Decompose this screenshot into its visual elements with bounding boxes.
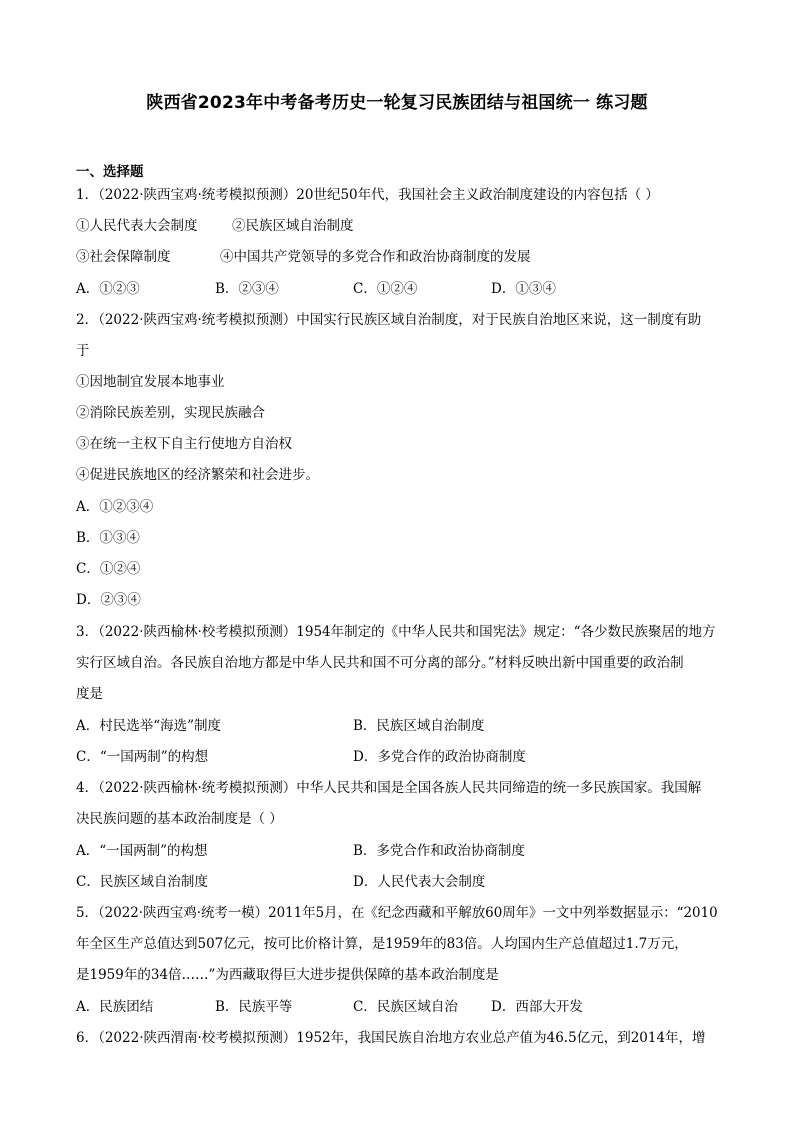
- question-1-item-2: ②民族区域自治制度: [232, 218, 354, 234]
- question-1-stem: 1．（2022·陕西宝鸡·统考模拟预测）20世纪50年代，我国社会主义政治制度建设的内容包括（ ）: [76, 187, 659, 203]
- question-1-option-c: C．①②④: [353, 281, 418, 297]
- question-2-option-b: B．①③④: [76, 530, 140, 546]
- question-2-option-a: A．①②③④: [76, 499, 154, 515]
- question-6-stem-line-1: 6．（2022·陕西渭南·校考模拟预测）1952年，我国民族自治地方农业总产值为46.5亿元，到2014年，增: [76, 1030, 706, 1046]
- question-1-option-a: A．①②③: [76, 281, 140, 297]
- question-3-stem-line-1: 3．（2022·陕西榆林·校考模拟预测）1954年制定的《中华人民共和国宪法》规定：“各少数民族聚居的地方: [76, 624, 716, 640]
- question-1-item-4: ④中国共产党领导的多党合作和政治协商制度的发展: [220, 249, 531, 265]
- question-1-item-3: ③社会保障制度: [76, 249, 171, 265]
- question-2-stem-line-2: 于: [76, 343, 90, 359]
- question-2-option-c: C．①②④: [76, 561, 141, 577]
- question-5-option-d: D．西部大开发: [491, 999, 583, 1015]
- question-3-option-a: A．村民选举“海选”制度: [76, 718, 222, 734]
- question-2-item-3: ③在统一主权下自主行使地方自治权: [76, 436, 292, 452]
- question-1-option-b: B．②③④: [215, 281, 279, 297]
- question-2-item-4: ④促进民族地区的经济繁荣和社会进步。: [76, 467, 319, 483]
- question-4-option-b: B．多党合作和政治协商制度: [353, 843, 525, 859]
- question-4-stem-line-1: 4．（2022·陕西榆林·统考模拟预测）中华人民共和国是全国各族人民共同缔造的统一多民族国家。我国解: [76, 780, 702, 796]
- question-3-stem-line-2: 实行区域自治。各民族自治地方都是中华人民共和国不可分离的部分。”材料反映出新中国重要的政治制: [76, 655, 684, 671]
- question-1-option-d: D．①③④: [491, 281, 556, 297]
- question-2-item-1: ①因地制宜发展本地事业: [76, 374, 225, 390]
- question-1-item-1: ①人民代表大会制度: [76, 218, 198, 234]
- question-4-option-c: C．民族区域自治制度: [76, 874, 208, 890]
- document-title: 陕西省2023年中考备考历史一轮复习民族团结与祖国统一 练习题: [146, 93, 648, 113]
- question-5-option-c: C．民族区域自治: [353, 999, 458, 1015]
- question-5-stem-line-2: 年全区生产总值达到507亿元，按可比价格计算，是1959年的83倍。人均国内生产总值超过1.7万元，: [76, 936, 688, 952]
- question-3-option-b: B．民族区域自治制度: [353, 718, 485, 734]
- question-4-stem-line-2: 决民族问题的基本政治制度是（ ）: [76, 811, 283, 827]
- question-5-stem-line-3: 是1959年的34倍……”为西藏取得巨大进步提供保障的基本政治制度是: [76, 967, 499, 983]
- question-3-option-d: D．多党合作的政治协商制度: [353, 749, 526, 765]
- question-4-option-a: A．“一国两制”的构想: [76, 843, 208, 859]
- question-2-stem-line-1: 2．（2022·陕西宝鸡·统考模拟预测）中国实行民族区域自治制度，对于民族自治地区来说，这一制度有助: [76, 312, 702, 328]
- question-3-stem-line-3: 度是: [76, 686, 103, 702]
- question-4-option-d: D．人民代表大会制度: [353, 874, 486, 890]
- question-5-option-a: A．民族团结: [76, 999, 154, 1015]
- question-3-option-c: C．“一国两制”的构想: [76, 749, 209, 765]
- question-5-stem-line-1: 5．（2022·陕西宝鸡·统考一模）2011年5月，在《纪念西藏和平解放60周年》一文中列举数据显示：“2010: [76, 905, 718, 921]
- section-heading: 一、选择题: [76, 164, 144, 180]
- question-2-item-2: ②消除民族差别，实现民族融合: [76, 405, 265, 421]
- question-2-option-d: D．②③④: [76, 592, 141, 608]
- question-5-option-b: B．民族平等: [215, 999, 293, 1015]
